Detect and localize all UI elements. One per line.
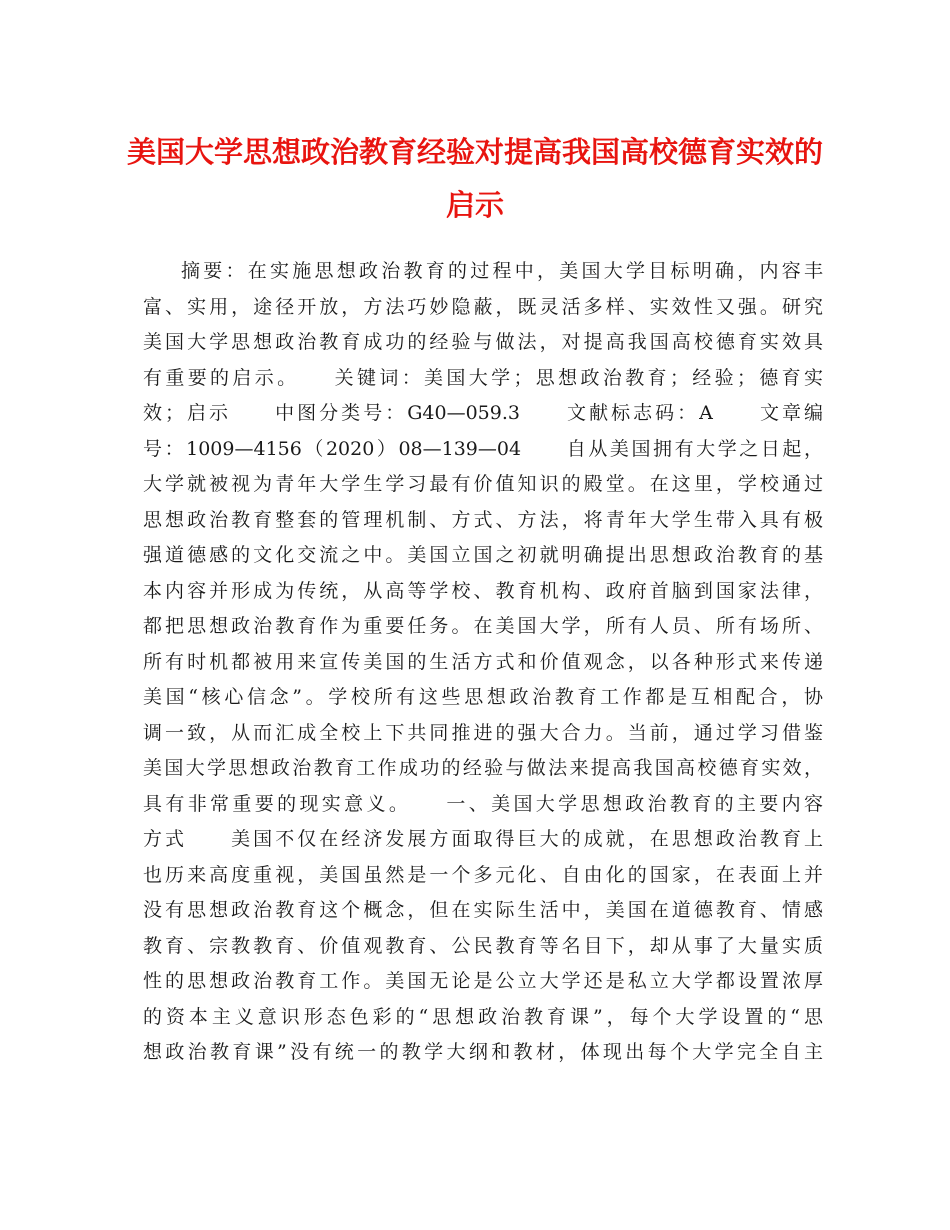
body-line: 本内容并形成为传统，从高等学校、教育机构、政府首脑到国家法律， bbox=[143, 579, 823, 602]
abstract-line: 摘要：在实施思想政治教育的过程中，美国大学目标明确，内容丰 bbox=[181, 260, 823, 282]
body-line: 美国大学思想政治教育成功的经验与做法，对提高我国高校德育实效具 bbox=[143, 331, 823, 353]
body-line: 强道德感的文化交流之中。美国立国之初就明确提出思想政治教育的基 bbox=[143, 544, 823, 566]
title-line: 美国大学思想政治教育经验对提高我国高校德育实效的 bbox=[126, 135, 823, 169]
body-line: 方式 美国不仅在经济发展方面取得巨大的成就，在思想政治教育上 bbox=[143, 828, 823, 850]
body-line: 性的思想政治教育工作。美国无论是公立大学还是私立大学都设置浓厚 bbox=[143, 970, 823, 992]
body-line: 教育、宗教教育、价值观教育、公民教育等名目下，却从事了大量实质 bbox=[143, 934, 823, 957]
document-title bbox=[120, 126, 830, 232]
body-line: 美国“核心信念”。学校所有这些思想政治教育工作都是互相配合，协 bbox=[143, 686, 823, 708]
body-line: 都把思想政治教育作为重要任务。在美国大学，所有人员、所有场所、 bbox=[143, 615, 823, 637]
body-line: 所有时机都被用来宣传美国的生活方式和价值观念，以各种形式来传递 bbox=[143, 650, 823, 673]
body-line: 大学就被视为青年大学生学习最有价值知识的殿堂。在这里，学校通过 bbox=[143, 473, 823, 495]
body-line: 具有非常重要的现实意义。 一、美国大学思想政治教育的主要内容 bbox=[143, 792, 823, 815]
body-line: 想政治教育课”没有统一的教学大纲和教材，体现出每个大学完全自主 bbox=[143, 1041, 823, 1063]
document-body bbox=[143, 254, 823, 1071]
body-line: 富、实用，途径开放，方法巧妙隐蔽，既灵活多样、实效性又强。研究 bbox=[143, 295, 823, 318]
body-line: 的资本主义意识形态色彩的“思想政治教育课”，每个大学设置的“思 bbox=[143, 1005, 823, 1028]
body-line: 有重要的启示。 关键词：美国大学；思想政治教育；经验；德育实 bbox=[143, 366, 823, 389]
title-line: 启示 bbox=[445, 188, 504, 222]
body-line: 号：1009—4156（2020）08—139—04 自从美国拥有大学之日起， bbox=[143, 437, 823, 460]
body-line: 调一致，从而汇成全校上下共同推进的强大合力。当前，通过学习借鉴 bbox=[143, 721, 823, 744]
body-line: 思想政治教育整套的管理机制、方式、方法，将青年大学生带入具有极 bbox=[143, 508, 823, 531]
body-line: 也历来高度重视，美国虽然是一个多元化、自由化的国家，在表面上并 bbox=[143, 863, 823, 886]
body-line: 效；启示 中图分类号：G40—059.3 文献标志码：A 文章编 bbox=[143, 402, 823, 424]
body-line: 美国大学思想政治教育工作成功的经验与做法来提高我国高校德育实效， bbox=[143, 757, 823, 779]
body-line: 没有思想政治教育这个概念，但在实际生活中，美国在道德教育、情感 bbox=[143, 899, 823, 921]
